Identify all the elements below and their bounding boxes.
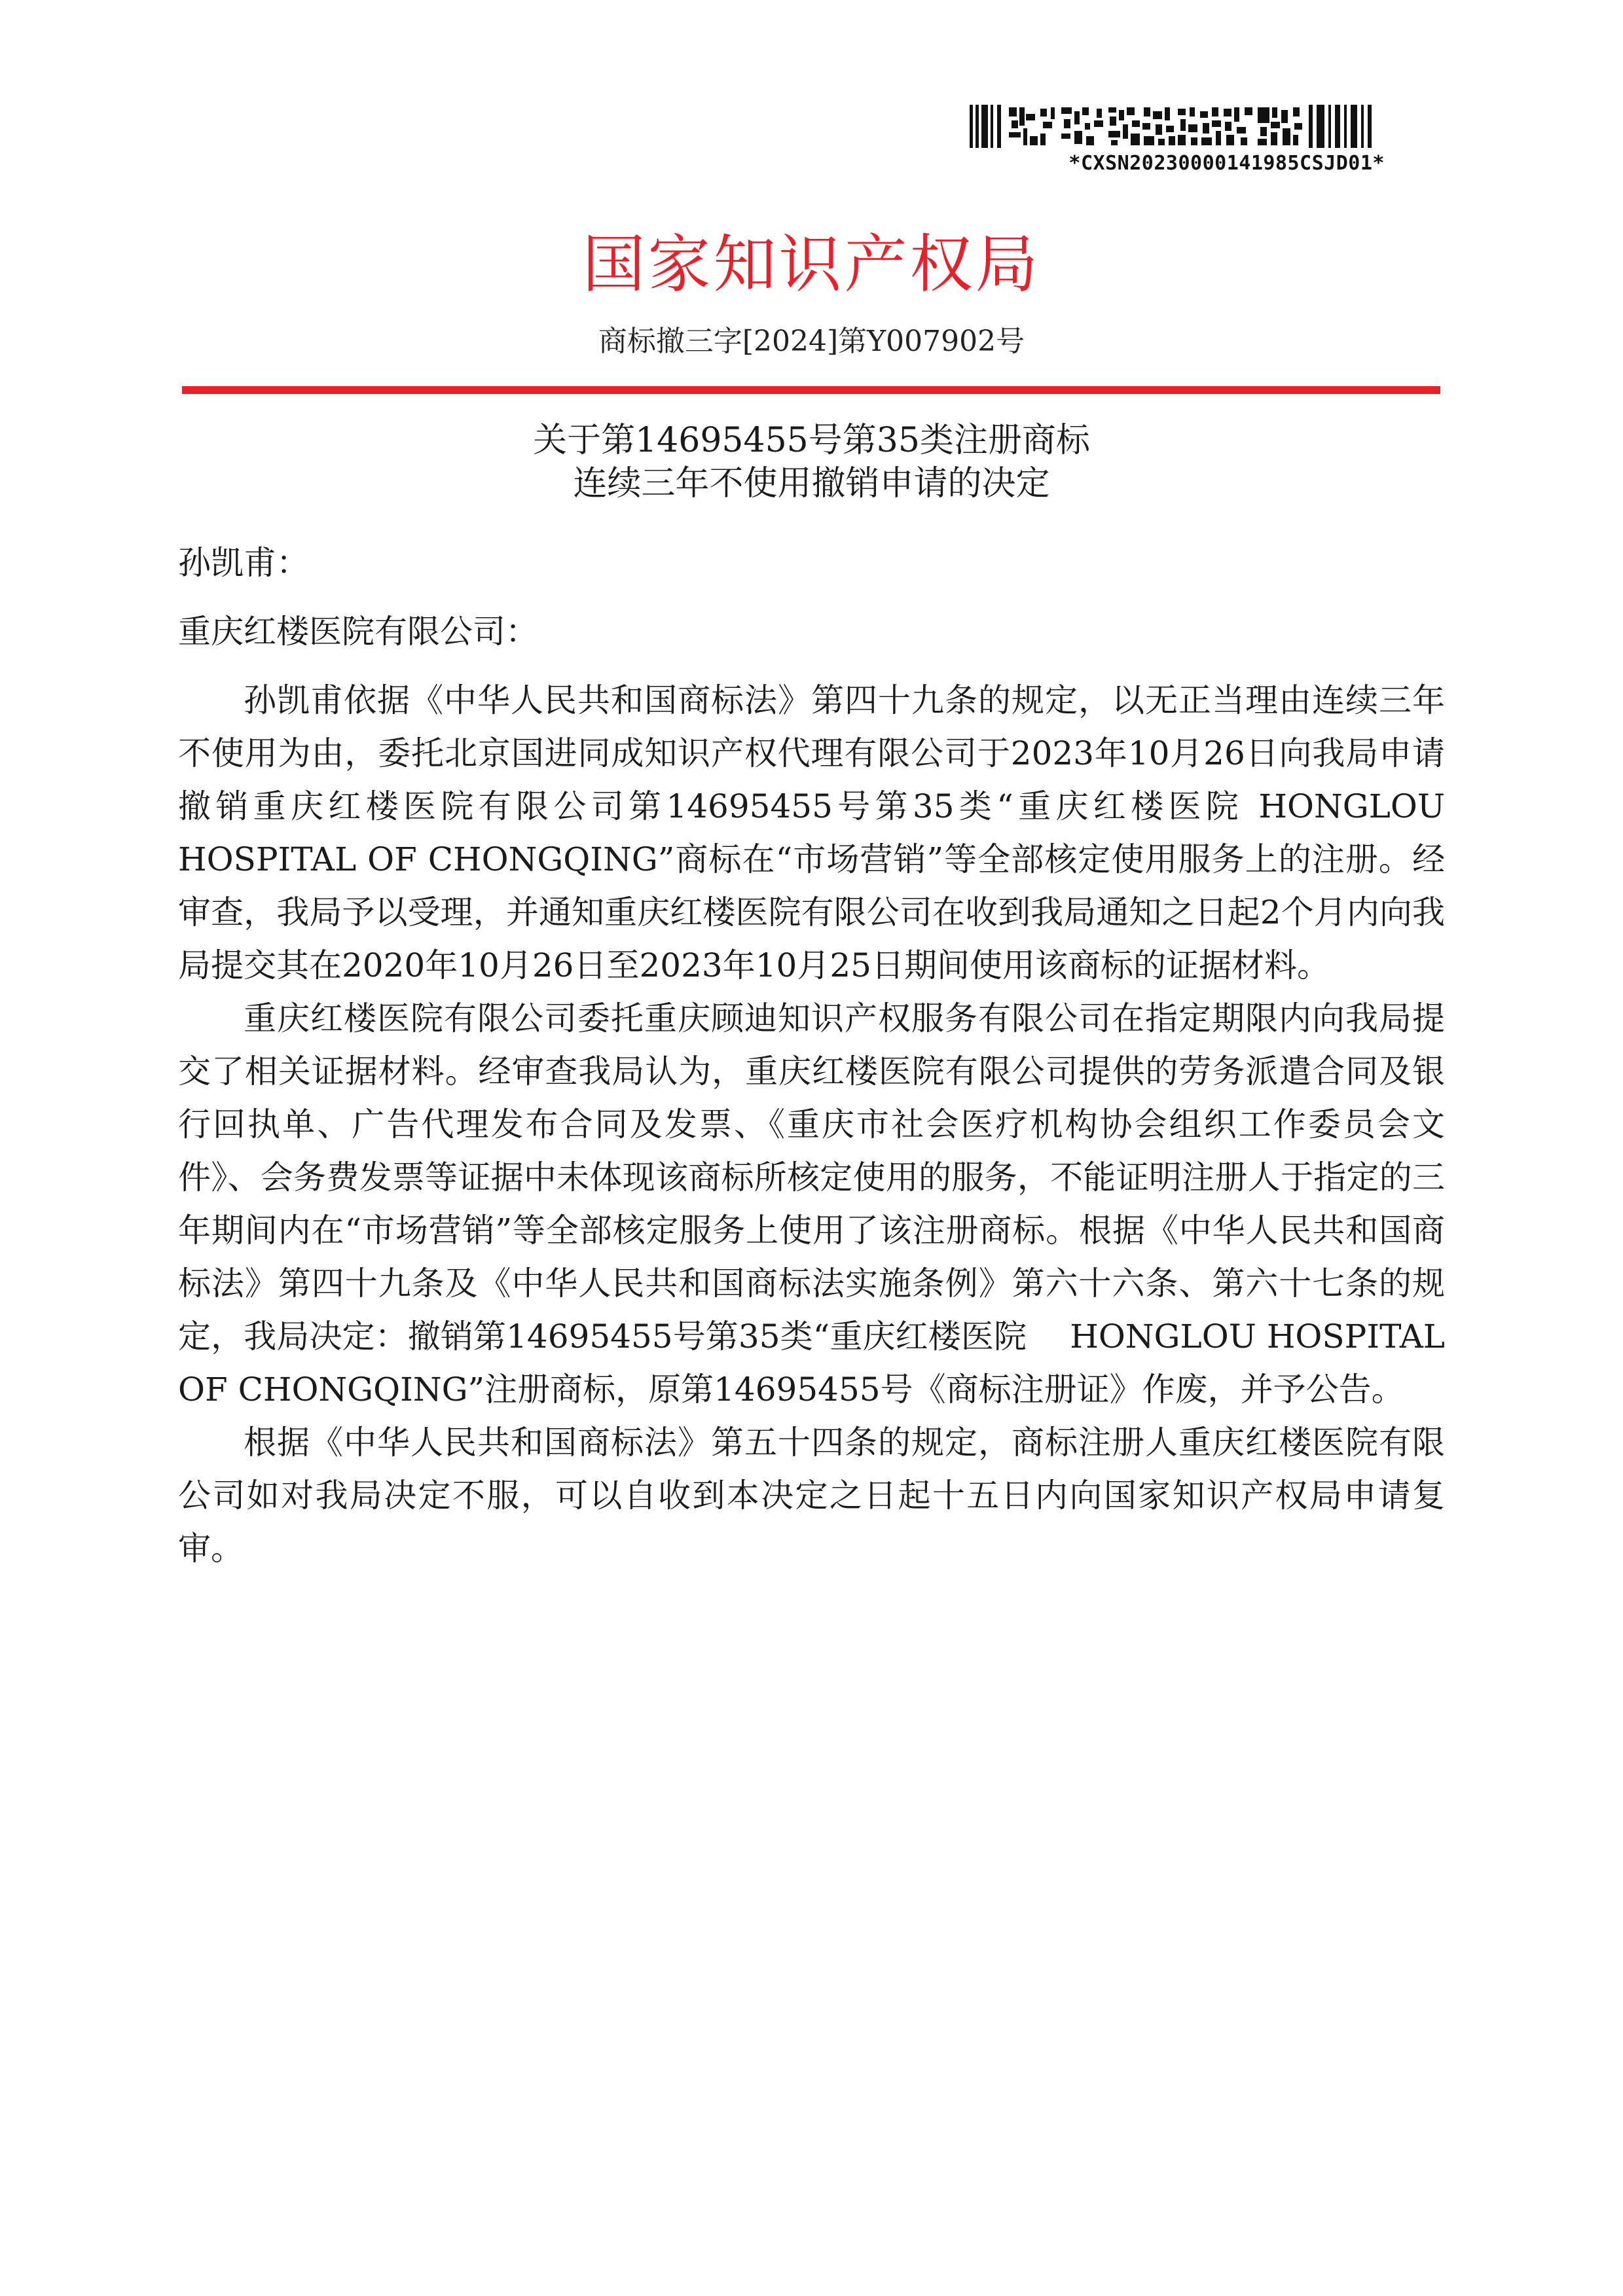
document-number: 商标撤三字[2024]第Y007902号	[598, 325, 1025, 358]
barcode-number: *CXSN20230000141985CSJD01*	[1068, 152, 1385, 175]
decision-subject	[0, 419, 1623, 505]
addressee-registrant: 重庆红楼医院有限公司：	[178, 613, 538, 651]
barcode-image	[970, 105, 1376, 148]
red-header-rule	[182, 386, 1440, 394]
paragraph-review-notice: 根据《中华人民共和国商标法》第五十四条的规定，商标注册人重庆红楼医院有限公司如对我局决定不服，可以自收到本决定之日起十五日内向国家知识产权局申请复审。	[178, 1424, 1445, 1568]
subject-line-1: 关于第14695455号第35类注册商标	[533, 421, 1090, 460]
document-barcode	[966, 105, 1385, 177]
addressee-applicant: 孙凯甫：	[178, 544, 309, 582]
subject-line-2: 连续三年不使用撤销申请的决定	[573, 464, 1050, 503]
paragraph-examination: 重庆红楼医院有限公司委托重庆顾迪知识产权服务有限公司在指定期限内向我局提交了相关证据材料。经审查我局认为，重庆红楼医院有限公司提供的劳务派遣合同及银行回执单、广告代理发布合同及发票、《重庆市社会医疗机构协会组织工作委员会文件》、会务费发票等证据中未体现该商标所核定使用的服务，不能证明注册人于指定的三年期间内在“市场营销”等全部核定服务上使用了该注册商标。根据《中华人民共和国商标法》第四十九条及《中华人民共和国商标法实施条例》第六十六条、第六十七条的规定，我局决定：撤销第14695455号第35类“重庆红楼医院 HONGLOU HOSPITAL OF CHONGQING”注册商标，原第14695455号《商标注册证》作废，并予公告。	[178, 999, 1445, 1408]
decision-body	[178, 537, 1445, 1575]
issuing-agency-title: 国家知识产权局	[582, 228, 1041, 301]
paragraph-application: 孙凯甫依据《中华人民共和国商标法》第四十九条的规定，以无正当理由连续三年不使用为由，委托北京国进同成知识产权代理有限公司于2023年10月26日向我局申请撤销重庆红楼医院有限公司第14695455号第35类“重庆红楼医院 HONGLOU HOSPITAL OF CHONGQING”商标在“市场营销”等全部核定使用服务上的注册。经审查，我局予以受理，并通知重庆红楼医院有限公司在收到我局通知之日起2个月内向我局提交其在2020年10月26日至2023年10月25日期间使用该商标的证据材料。	[178, 681, 1445, 984]
